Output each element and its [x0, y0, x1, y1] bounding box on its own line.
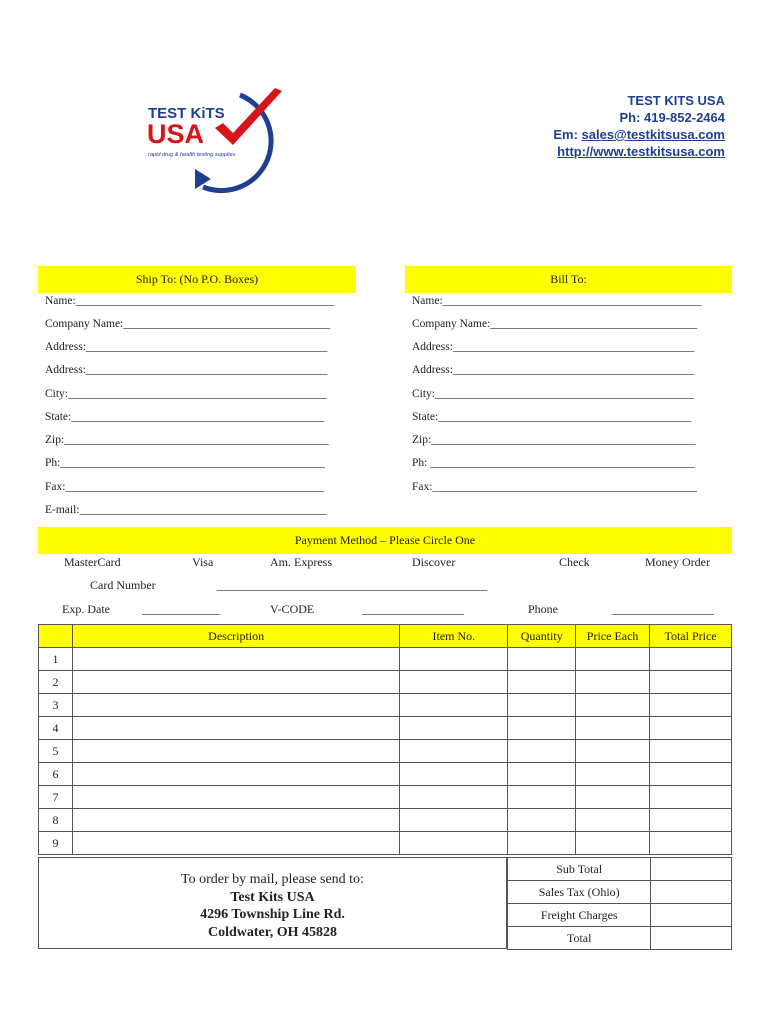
price-each-cell[interactable]: [576, 694, 650, 717]
totals-row: [508, 904, 732, 927]
table-row: [39, 786, 732, 809]
quantity-cell[interactable]: [508, 671, 576, 694]
col-header-price-each: Price Each: [576, 625, 650, 648]
mail-city: Coldwater, OH 45828: [208, 924, 337, 940]
quantity-cell[interactable]: [508, 648, 576, 671]
ship-phone-field[interactable]: Ph:______________________________________________: [45, 457, 325, 469]
table-row: [39, 763, 732, 786]
price-each-cell[interactable]: [576, 671, 650, 694]
row-number: 6: [39, 763, 73, 786]
payment-method-header: Payment Method – Please Circle One: [38, 527, 732, 554]
description-cell[interactable]: [72, 717, 399, 740]
logo-text-line2: USA: [147, 119, 205, 149]
item-no-cell[interactable]: [400, 786, 508, 809]
total-price-cell[interactable]: [650, 763, 732, 786]
table-row: [39, 740, 732, 763]
description-cell[interactable]: [72, 694, 399, 717]
price-each-cell[interactable]: [576, 763, 650, 786]
price-each-cell[interactable]: [576, 648, 650, 671]
order-items-table: [38, 624, 732, 855]
total-price-cell[interactable]: [650, 786, 732, 809]
item-no-cell[interactable]: [400, 809, 508, 832]
total-price-cell[interactable]: [650, 740, 732, 763]
row-number: 9: [39, 832, 73, 855]
payment-visa[interactable]: Visa: [192, 555, 214, 569]
table-row: [39, 717, 732, 740]
payment-money-order[interactable]: Money Order: [645, 555, 710, 569]
bill-zip-field[interactable]: Zip:______________________________________________: [412, 434, 696, 446]
subtotal-label: Sub Total: [508, 858, 651, 881]
company-email-label: Em:: [553, 127, 582, 142]
exp-date-field[interactable]: _____________: [142, 602, 220, 616]
payment-mastercard[interactable]: MasterCard: [64, 555, 121, 569]
company-email-line: [553, 126, 725, 143]
description-cell[interactable]: [72, 832, 399, 855]
company-phone: Ph: 419-852-2464: [619, 110, 725, 125]
item-no-cell[interactable]: [400, 717, 508, 740]
quantity-cell[interactable]: [508, 763, 576, 786]
payment-check[interactable]: Check: [559, 555, 590, 569]
item-no-cell[interactable]: [400, 763, 508, 786]
total-label: Total: [508, 927, 651, 950]
company-name: TEST KITS USA: [627, 93, 725, 108]
table-row: [39, 809, 732, 832]
price-each-cell[interactable]: [576, 809, 650, 832]
ship-fax-field[interactable]: Fax:_____________________________________________: [45, 481, 325, 493]
logo-arrow-head: [195, 169, 211, 189]
mail-company: Test Kits USA: [230, 889, 315, 905]
mail-order-box: [38, 857, 507, 949]
card-number-field[interactable]: _____________________________________________: [217, 578, 487, 592]
totals-table: [507, 857, 732, 950]
table-row: [39, 694, 732, 717]
totals-row: [508, 881, 732, 904]
row-number: 2: [39, 671, 73, 694]
price-each-cell[interactable]: [576, 786, 650, 809]
description-cell[interactable]: [72, 740, 399, 763]
ship-to-header: Ship To: (No P.O. Boxes): [38, 266, 356, 293]
item-no-cell[interactable]: [400, 694, 508, 717]
card-number-label: Card Number: [90, 578, 156, 592]
bill-state-field[interactable]: State:____________________________________________: [412, 411, 692, 423]
total-price-cell[interactable]: [650, 717, 732, 740]
item-no-cell[interactable]: [400, 648, 508, 671]
col-header-total-price: Total Price: [650, 625, 732, 648]
row-number: 8: [39, 809, 73, 832]
quantity-cell[interactable]: [508, 717, 576, 740]
row-number: 4: [39, 717, 73, 740]
exp-date-label: Exp. Date: [62, 602, 110, 616]
company-logo: [145, 83, 290, 193]
bill-address2-field[interactable]: Address:__________________________________________: [412, 364, 695, 376]
logo-text-line1: TEST KiTS: [148, 105, 225, 122]
row-number: 1: [39, 648, 73, 671]
row-number: 5: [39, 740, 73, 763]
company-website-link[interactable]: http://www.testkitsusa.com: [557, 144, 725, 159]
total-price-cell[interactable]: [650, 648, 732, 671]
vcode-label: V-CODE: [270, 602, 315, 616]
col-header-quantity: Quantity: [508, 625, 576, 648]
price-each-cell[interactable]: [576, 717, 650, 740]
total-price-cell[interactable]: [650, 809, 732, 832]
description-cell[interactable]: [72, 648, 399, 671]
ship-address1-field[interactable]: Address:__________________________________________: [45, 341, 328, 353]
col-header-description: Description: [72, 625, 399, 648]
totals-row: [508, 927, 732, 950]
bill-name-field[interactable]: Name:_____________________________________________: [412, 295, 702, 307]
bill-address1-field[interactable]: Address:__________________________________________: [412, 341, 695, 353]
description-cell[interactable]: [72, 786, 399, 809]
mail-intro: To order by mail, please send to:: [181, 872, 364, 887]
col-header-number: [39, 625, 73, 648]
total-value-cell[interactable]: [651, 927, 732, 950]
mail-street: 4296 Township Line Rd.: [200, 907, 345, 922]
row-number: 3: [39, 694, 73, 717]
table-row: [39, 671, 732, 694]
quantity-cell[interactable]: [508, 809, 576, 832]
quantity-cell[interactable]: [508, 786, 576, 809]
total-price-cell[interactable]: [650, 671, 732, 694]
table-row: [39, 648, 732, 671]
totals-row: [508, 858, 732, 881]
vcode-field[interactable]: _________________: [362, 602, 464, 616]
quantity-cell[interactable]: [508, 832, 576, 855]
ship-address2-field[interactable]: Address:__________________________________________: [45, 364, 328, 376]
row-number: 7: [39, 786, 73, 809]
ship-zip-field[interactable]: Zip:______________________________________________: [45, 434, 329, 446]
description-cell[interactable]: [72, 809, 399, 832]
sales-tax-label: Sales Tax (Ohio): [508, 881, 651, 904]
phone-field[interactable]: _________________: [612, 602, 714, 616]
freight-label: Freight Charges: [508, 904, 651, 927]
bill-phone-field[interactable]: Ph: ______________________________________________: [412, 457, 695, 469]
price-each-cell[interactable]: [576, 832, 650, 855]
sales-tax-value-cell[interactable]: [651, 881, 732, 904]
logo-tagline: rapid drug & health testing supplies: [148, 152, 236, 158]
table-row: [39, 832, 732, 855]
bill-city-field[interactable]: City:_____________________________________________: [412, 388, 694, 400]
quantity-cell[interactable]: [508, 740, 576, 763]
company-email-link[interactable]: sales@testkitsusa.com: [581, 127, 725, 142]
item-no-cell[interactable]: [400, 832, 508, 855]
ship-city-field[interactable]: City:_____________________________________________: [45, 388, 327, 400]
ship-state-field[interactable]: State:____________________________________________: [45, 411, 325, 423]
payment-discover[interactable]: Discover: [412, 555, 456, 569]
item-no-cell[interactable]: [400, 740, 508, 763]
table-header-row: [39, 625, 732, 648]
mail-address: [39, 871, 506, 941]
total-price-cell[interactable]: [650, 832, 732, 855]
price-each-cell[interactable]: [576, 740, 650, 763]
bill-fax-field[interactable]: Fax:______________________________________________: [412, 481, 697, 493]
ship-name-field[interactable]: Name:_____________________________________________: [45, 295, 335, 307]
bill-company-field[interactable]: Company Name:____________________________________: [412, 318, 698, 330]
description-cell[interactable]: [72, 763, 399, 786]
payment-amex[interactable]: Am. Express: [270, 555, 332, 569]
bill-to-header: Bill To:: [405, 266, 732, 293]
phone-label: Phone: [528, 602, 558, 616]
ship-email-field[interactable]: E-mail:___________________________________________: [45, 504, 327, 516]
subtotal-value-cell[interactable]: [651, 858, 732, 881]
description-cell[interactable]: [72, 671, 399, 694]
item-no-cell[interactable]: [400, 671, 508, 694]
ship-company-field[interactable]: Company Name:____________________________________: [45, 318, 331, 330]
total-price-cell[interactable]: [650, 694, 732, 717]
company-info: [553, 92, 725, 160]
col-header-item-no: Item No.: [400, 625, 508, 648]
freight-value-cell[interactable]: [651, 904, 732, 927]
quantity-cell[interactable]: [508, 694, 576, 717]
